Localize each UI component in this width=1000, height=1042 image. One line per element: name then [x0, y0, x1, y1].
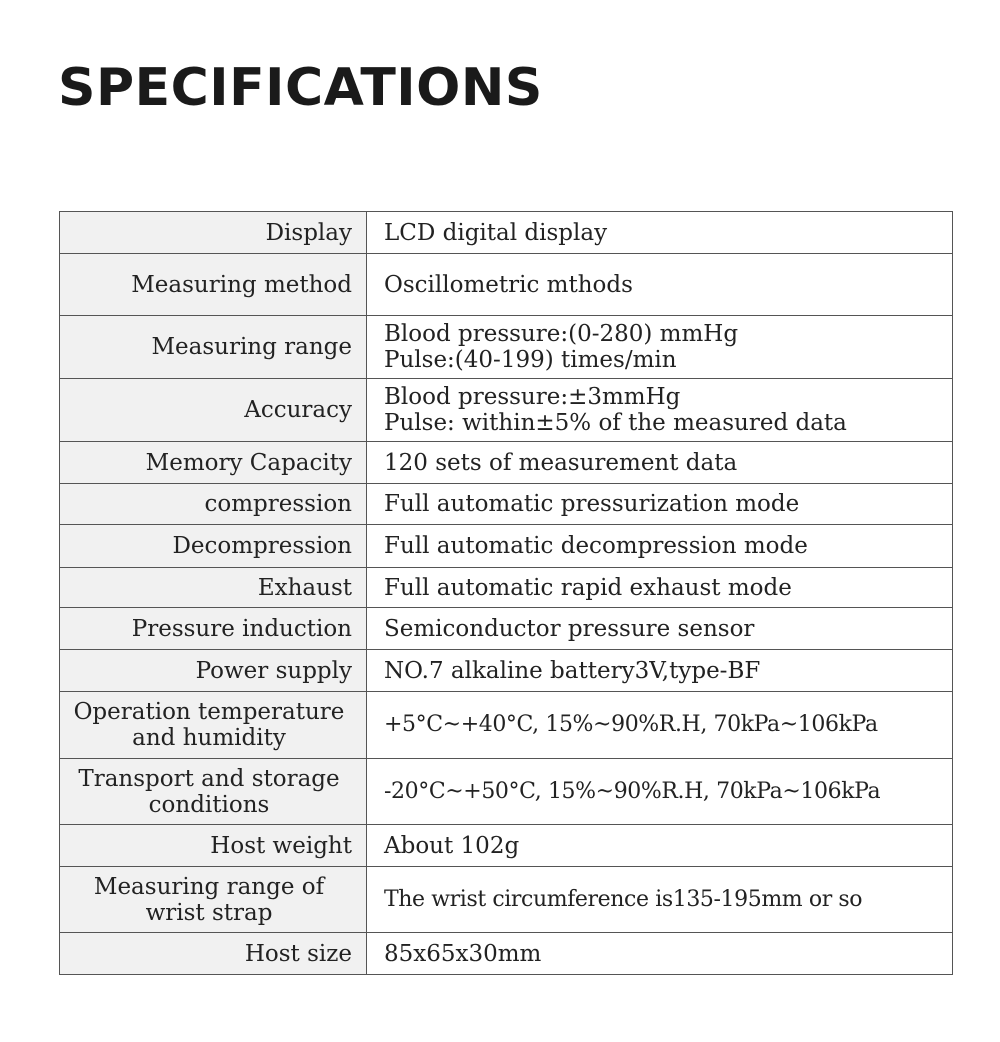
spec-label-text: Power supply — [195, 657, 352, 684]
spec-value — [367, 379, 953, 442]
spec-label-text: Transport and storage — [78, 765, 340, 792]
spec-label-text: wrist strap — [145, 899, 273, 926]
table-row-display — [60, 212, 953, 254]
table-row-pressure-induction — [60, 608, 953, 650]
table-row-host-weight — [60, 825, 953, 867]
table-row-measuring-method — [60, 254, 953, 316]
spec-label — [60, 212, 367, 254]
spec-label — [60, 759, 367, 825]
table-row-decompression — [60, 525, 953, 568]
table-row-measuring-range — [60, 316, 953, 379]
spec-label — [60, 525, 367, 568]
spec-value — [367, 254, 953, 316]
table-row-exhaust — [60, 568, 953, 608]
spec-value-text: 120 sets of measurement data — [384, 449, 738, 476]
spec-value-text: Semiconductor pressure sensor — [384, 615, 755, 642]
table-row-wrist-strap — [60, 867, 953, 933]
spec-label — [60, 608, 367, 650]
table-row-transport-storage — [60, 759, 953, 825]
spec-label-text: Host weight — [210, 832, 352, 859]
spec-label — [60, 379, 367, 442]
spec-value-text: Blood pressure:±3mmHg — [384, 384, 681, 410]
spec-label — [60, 484, 367, 525]
spec-label-text: Exhaust — [257, 574, 352, 601]
spec-value — [367, 933, 953, 975]
page-title: SPECIFICATIONS — [58, 58, 543, 118]
spec-value — [367, 212, 953, 254]
spec-value — [367, 692, 953, 759]
spec-value — [367, 759, 953, 825]
spec-label — [60, 933, 367, 975]
spec-value-text: The wrist circumference is135-195mm or so — [384, 886, 863, 912]
spec-label-text: Host size — [244, 940, 352, 967]
spec-value — [367, 867, 953, 933]
spec-value-text: NO.7 alkaline battery3V,type-BF — [384, 657, 761, 684]
spec-label — [60, 867, 367, 933]
spec-value-text: Full automatic pressurization mode — [384, 491, 800, 517]
spec-label-text: Pressure induction — [131, 615, 352, 642]
spec-value — [367, 525, 953, 568]
spec-value-text: LCD digital display — [384, 219, 608, 246]
spec-value-text: Full automatic rapid exhaust mode — [384, 574, 792, 601]
table-row-accuracy — [60, 379, 953, 442]
spec-label — [60, 692, 367, 759]
spec-value-text: 85x65x30mm — [384, 940, 542, 967]
spec-label-text: Measuring range of — [93, 873, 325, 900]
spec-label — [60, 568, 367, 608]
spec-value-text: Full automatic decompression mode — [384, 533, 808, 559]
spec-label — [60, 650, 367, 692]
spec-label-text: conditions — [148, 791, 270, 818]
spec-label-text: Measuring method — [131, 271, 352, 298]
spec-value-text: -20°C~+50°C, 15%~90%R.H, 70kPa~106kPa — [384, 778, 881, 804]
spec-value — [367, 825, 953, 867]
spec-label-text: Measuring range — [151, 334, 352, 360]
spec-value — [367, 650, 953, 692]
spec-label — [60, 825, 367, 867]
spec-value — [367, 316, 953, 379]
spec-value — [367, 568, 953, 608]
spec-value-text: Pulse:(40-199) times/min — [384, 347, 677, 373]
spec-value-text: Pulse: within±5% of the measured data — [384, 410, 847, 436]
spec-label-text: and humidity — [132, 725, 286, 751]
spec-value — [367, 608, 953, 650]
spec-label-text: Memory Capacity — [145, 449, 352, 476]
spec-value-text: Oscillometric mthods — [384, 271, 633, 298]
spec-label — [60, 254, 367, 316]
spec-label-text: Accuracy — [244, 397, 352, 423]
spec-label-text: Display — [265, 219, 352, 246]
spec-value-text: +5°C~+40°C, 15%~90%R.H, 70kPa~106kPa — [384, 712, 878, 737]
spec-label — [60, 442, 367, 484]
table-row-compression — [60, 484, 953, 525]
spec-value-text: About 102g — [384, 832, 520, 859]
table-row-memory-capacity — [60, 442, 953, 484]
specifications-table — [59, 211, 953, 975]
spec-value-text: Blood pressure:(0-280) mmHg — [384, 321, 739, 347]
spec-label-text: Operation temperature — [73, 699, 345, 725]
table-row-operation-temperature — [60, 692, 953, 759]
table-row-power-supply — [60, 650, 953, 692]
spec-label — [60, 316, 367, 379]
spec-label-text: compression — [204, 491, 352, 517]
table-row-host-size — [60, 933, 953, 975]
spec-value — [367, 442, 953, 484]
spec-value — [367, 484, 953, 525]
spec-label-text: Decompression — [172, 533, 352, 559]
